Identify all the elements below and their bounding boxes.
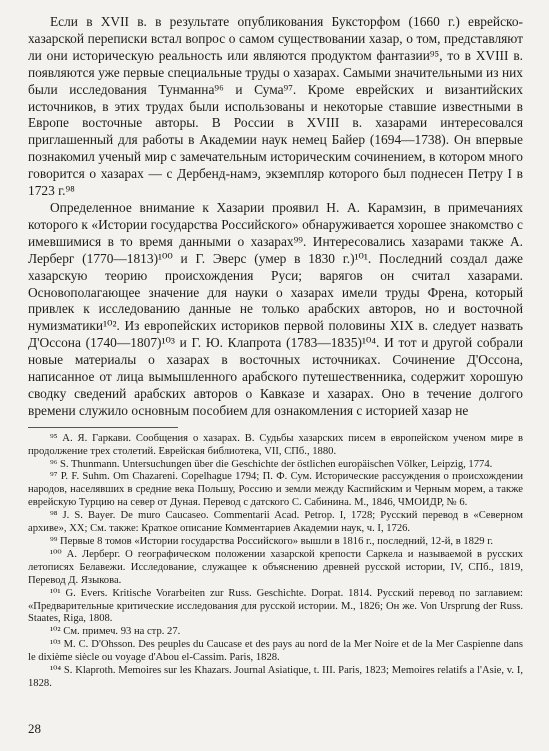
page-number: 28 [28, 721, 41, 736]
paragraph-1: Если в XVII в. в результате опубликования Буксторфом (1660 г.) еврейско-хазарской переписки встал вопрос о самом существовании хазар, о том, представляют ли они историческую реальность или являются продуктом фантазии⁹⁵, то в XVIII в. появляются уже первые специальные труды о хазарах. Самыми значительными из них были исследования Тунманна⁹⁶ и Сума⁹⁷. Кроме еврейских и византийских источников, в этих трудах были использованы и некоторые ставшие известными в Европе восточные авторы. В России в XVIII в. хазарами интересовался приглашенный для работы в Академии наук немец Байер (1694—1738). Он впервые познакомил ученый мир с замечательным историческим сочинением, в котором много говорится о хазарах — с Дербенд-намэ, экземпляр которого был поднесен Петру I в 1723 г.⁹⁸ [28, 14, 523, 199]
footnote-103: ¹⁰³ M. C. D'Ohsson. Des peuples du Caucase et des pays au nord de la Mer Noire et de la Mer Caspienne dans le dixième siècle ou voyage d'Abou el-Cassim. Paris, 1828. [28, 639, 523, 664]
footnote-97: ⁹⁷ P. F. Suhm. Om Chazareni. Copelhague 1794; П. Ф. Сум. Исторические рассуждения о происхождении народов, населявших в средние века Польшу, Россию и земли между Каспийским и Черным морем, а также еврейскую Турцию на север от Дуная. Перевод с датского С. Сабинина. М., 1846, ЧМОИДР, № 6. [28, 471, 523, 509]
footnote-100: ¹⁰⁰ А. Лерберг. О географическом положении хазарской крепости Саркела и называемой в русских летописях Белавежи. Исследование, служащее к объяснению древней русской истории, IV, СПб., 1819, Перевод Д. Языкова. [28, 548, 523, 586]
main-text [28, 14, 523, 420]
footnote-101: ¹⁰¹ G. Evers. Kritische Vorarbeiten zur Russ. Geschichte. Dorpat. 1814. Русский перевод по заглавием: «Предварительные критические исследования для русской истории. М., 1826; Он же. Von Ursprung der Russ. Staates, Riga, 1808. [28, 587, 523, 625]
footnote-96: ⁹⁶ S. Thunmann. Untersuchungen über die Geschichte der östlichen europäischen Völker, Leipzig, 1774. [50, 458, 493, 470]
footnote-102: ¹⁰² См. примеч. 93 на стр. 27. [50, 626, 181, 638]
footnote-104: ¹⁰⁴ S. Klaproth. Memoires sur les Khazars. Journal Asiatique, t. III. Paris, 1823; Memoires relatifs a l'Asie, v. I, 1828. [28, 665, 523, 689]
footnote-98: ⁹⁸ J. S. Bayer. De muro Caucaseo. Commentarii Acad. Petrop. I, 1728; Русский перевод в «Северном архиве», XX; См. также: Краткое описание Комментариев Академии наук, ч. I, 1726. [28, 510, 523, 535]
footnotes [28, 433, 523, 691]
paragraph-2: Определенное внимание к Хазарии проявил Н. А. Карамзин, в примечаниях которого к «Истории государства Российского» обнаруживается хорошее знакомство с имевшимися в то время данными о хазарах⁹⁹. Интересовались хазарами также А. Лерберг (1770—1813)¹⁰⁰ и Г. Эверс (умер в 1830 г.)¹⁰¹. Последний создал даже хазарскую теорию происхождения Руси; варягов он считал хазарами. Основополагающее значение для науки о хазарах имели труды Френа, который привлек к исследованию данные не только арабских авторов, но и восточной нумизматики¹⁰². Из европейских историков первой половины XIX в. следует назвать Д'Оссона (1740—1807)¹⁰³ и Г. Ю. Клапрота (1783—1835)¹⁰⁴. И тот и другой собрали новые материалы о хазарах в восточных источниках. Сочинение Д'Оссона, написанное от лица вымышленного арабского путешественника, содержит хорошую сводку сведений арабских авторов о Кавказе и хазарах. Оно в течение долгого времени служило основным пособием для ознакомления с историей хазар не [28, 199, 523, 418]
footnote-95: ⁹⁵ А. Я. Гаркави. Сообщения о хазарах. В. Судьбы хазарских писем в европейском ученом мире в продолжение трех столетий. Еврейская библиотека, VII, СПб., 1880. [28, 432, 523, 457]
footnote-separator [28, 427, 178, 428]
footnote-99: ⁹⁹ Первые 8 томов «Истории государства Российского» вышли в 1816 г., последний, 12-й, в 1829 г. [50, 536, 493, 547]
